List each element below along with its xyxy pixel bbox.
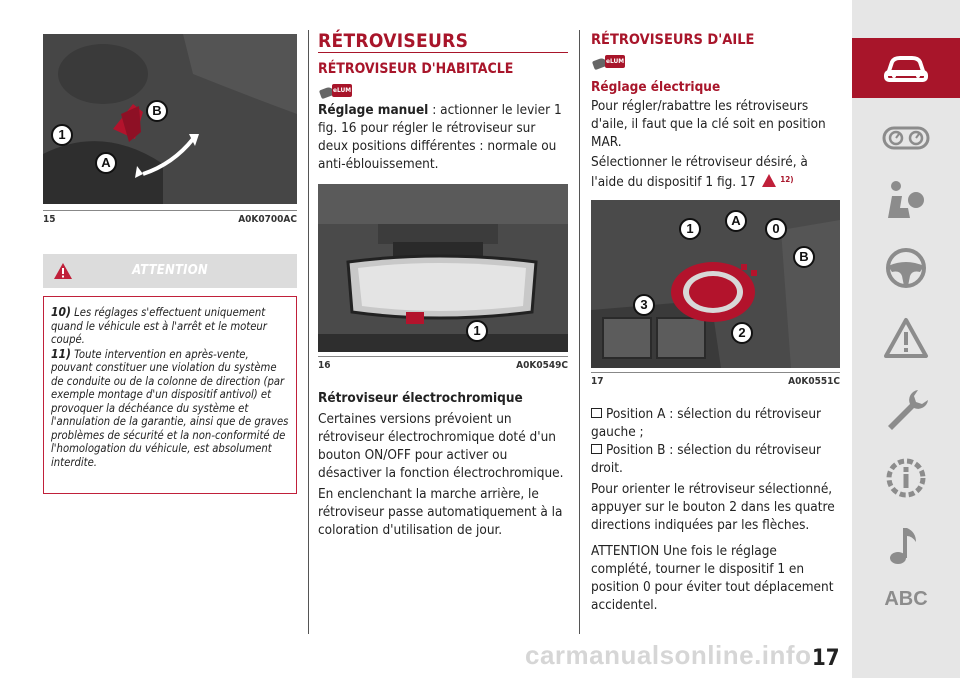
list-item	[591, 441, 841, 477]
figure-17-number: 17	[591, 376, 604, 387]
warning-icon	[762, 174, 776, 187]
sidebar-item-safety[interactable]	[852, 168, 960, 228]
electrochromic-title: Rétroviseur électrochromique	[318, 390, 523, 406]
wing-mirror-p2-text: Sélectionner le rétroviseur désiré, à l'aide du dispositif 1 fig. 17	[591, 154, 808, 190]
elum-badge	[320, 84, 354, 98]
attention-box	[43, 296, 297, 494]
elum-tag: eLUM	[332, 84, 352, 97]
figure-15-caption	[43, 214, 297, 225]
page-number: 17	[812, 646, 840, 671]
electrochromic-paragraph-1: Certaines versions prévoient un rétroviseur électrochromique doté d'un bouton ON/OFF pour activer ou désactiver la fonction électrochromique.	[318, 411, 564, 481]
sidebar-item-vehicle[interactable]	[852, 38, 960, 98]
sidebar-item-dashboard[interactable]	[852, 108, 960, 168]
figure-17-caption	[591, 376, 840, 387]
heading-rule	[318, 52, 568, 53]
figure-17	[591, 200, 840, 368]
callout-1: 1	[51, 124, 73, 146]
figure-16	[318, 184, 568, 352]
note-text: Toute intervention en après-vente, pouvant constituer une violation du système de conduite ou de la colonne de direction (par exemple montage d'un dispositif antivol) et provoquer la déchéance du système et l'annulation de la garantie, ainsi que de graves problèmes de sécurité et la non-conformité de l'homologation du véhicule, est absolument interdite.	[51, 347, 289, 469]
electric-adjust-title: Réglage électrique	[591, 79, 721, 95]
car-icon	[882, 48, 930, 88]
airbag-passenger-icon	[882, 178, 930, 222]
figure-16-code: A0K0549C	[516, 360, 568, 371]
manual-adjust-text: : actionner le levier 1 fig. 16 pour régler le rétroviseur sur deux positions différentes : normale ou anti-éblouissement.	[318, 102, 562, 172]
figure-15-code: A0K0700AC	[238, 214, 297, 225]
attention-title: ATTENTION	[132, 263, 208, 278]
note-number: 11)	[51, 346, 71, 361]
column-divider-1	[308, 30, 309, 634]
electrochromic-paragraph-2: En enclenchant la marche arrière, le rétroviseur passe automatiquement à la coloration d'utilisation de jour.	[318, 486, 563, 538]
steering-lever-illustration	[43, 34, 297, 204]
callout-a: A	[725, 210, 747, 232]
note-reference: 12)	[780, 175, 794, 184]
attention-header	[43, 254, 297, 288]
figure-17-code: A0K0551C	[788, 376, 840, 387]
callout-b: B	[793, 246, 815, 268]
music-note-icon	[882, 522, 930, 570]
note-text: Les réglages s'effectuent uniquement quand le véhicule est à l'arrêt et le moteur coupé.	[51, 306, 267, 346]
chapter-sidebar	[852, 0, 960, 678]
figure-15	[43, 34, 297, 204]
figure-17-rule	[591, 372, 840, 373]
sidebar-item-index[interactable]: ABC	[884, 588, 928, 610]
position-list	[591, 405, 841, 477]
info-gear-icon	[882, 454, 930, 502]
note-number: 10)	[51, 305, 71, 319]
subheading-habitacle: RÉTROVISEUR D'HABITACLE	[318, 61, 514, 77]
list-item	[591, 405, 841, 441]
figure-15-rule	[43, 210, 297, 211]
section-heading-aile: RÉTROVISEURS D'AILE	[591, 32, 755, 48]
figure-16-caption	[318, 360, 568, 371]
sidebar-item-multimedia[interactable]	[852, 512, 960, 572]
orient-paragraph: Pour orienter le rétroviseur sélectionné, appuyer sur le bouton 2 dans les quatre directions indiquées par les flèches.	[591, 481, 835, 533]
watermark: carmanualsonline.info	[525, 640, 812, 670]
callout-b: B	[146, 100, 168, 122]
wing-mirror-control-illustration	[591, 200, 840, 368]
sidebar-item-warnings[interactable]	[852, 306, 960, 366]
wing-mirror-paragraph-2	[591, 153, 841, 191]
callout-1: 1	[679, 218, 701, 240]
callout-1: 1	[466, 320, 488, 342]
instrument-cluster-icon	[882, 118, 930, 158]
wing-mirror-paragraph-1: Pour régler/rabattre les rétroviseurs d'aile, il faut que la clé soit en position MAR.	[591, 98, 826, 150]
checkbox-bullet-icon	[591, 444, 602, 454]
callout-2: 2	[731, 322, 753, 344]
rear-mirror-illustration	[318, 184, 568, 352]
list-item-text: Position A : sélection du rétroviseur gauche ;	[591, 406, 822, 440]
attention-paragraph: ATTENTION Une fois le réglage complété, tourner le dispositif 1 en position 0 pour éviter tout déplacement accidentel.	[591, 543, 834, 613]
sidebar-item-maintenance[interactable]	[852, 376, 960, 436]
manual-adjust-paragraph	[318, 101, 568, 173]
callout-a: A	[95, 152, 117, 174]
attention-note-11	[51, 348, 289, 470]
callout-0: 0	[765, 218, 787, 240]
figure-16-number: 16	[318, 360, 331, 371]
wrench-icon	[882, 386, 930, 434]
elum-badge	[593, 55, 627, 69]
column-divider-2	[579, 30, 580, 634]
manual-adjust-label: Réglage manuel	[318, 102, 429, 118]
attention-note-10	[51, 306, 289, 347]
callout-3: 3	[633, 294, 655, 316]
figure-15-number: 15	[43, 214, 56, 225]
checkbox-bullet-icon	[591, 408, 602, 418]
list-item-text: Position B : sélection du rétroviseur droit.	[591, 442, 822, 476]
figure-16-rule	[318, 356, 568, 357]
section-heading-retroviseurs: RÉTROVISEURS	[318, 30, 469, 52]
sidebar-item-technical-data[interactable]	[852, 444, 960, 504]
warning-triangle-icon	[882, 316, 930, 360]
steering-wheel-icon	[882, 246, 930, 290]
sidebar-item-driving[interactable]	[852, 236, 960, 296]
elum-tag: eLUM	[605, 55, 625, 68]
